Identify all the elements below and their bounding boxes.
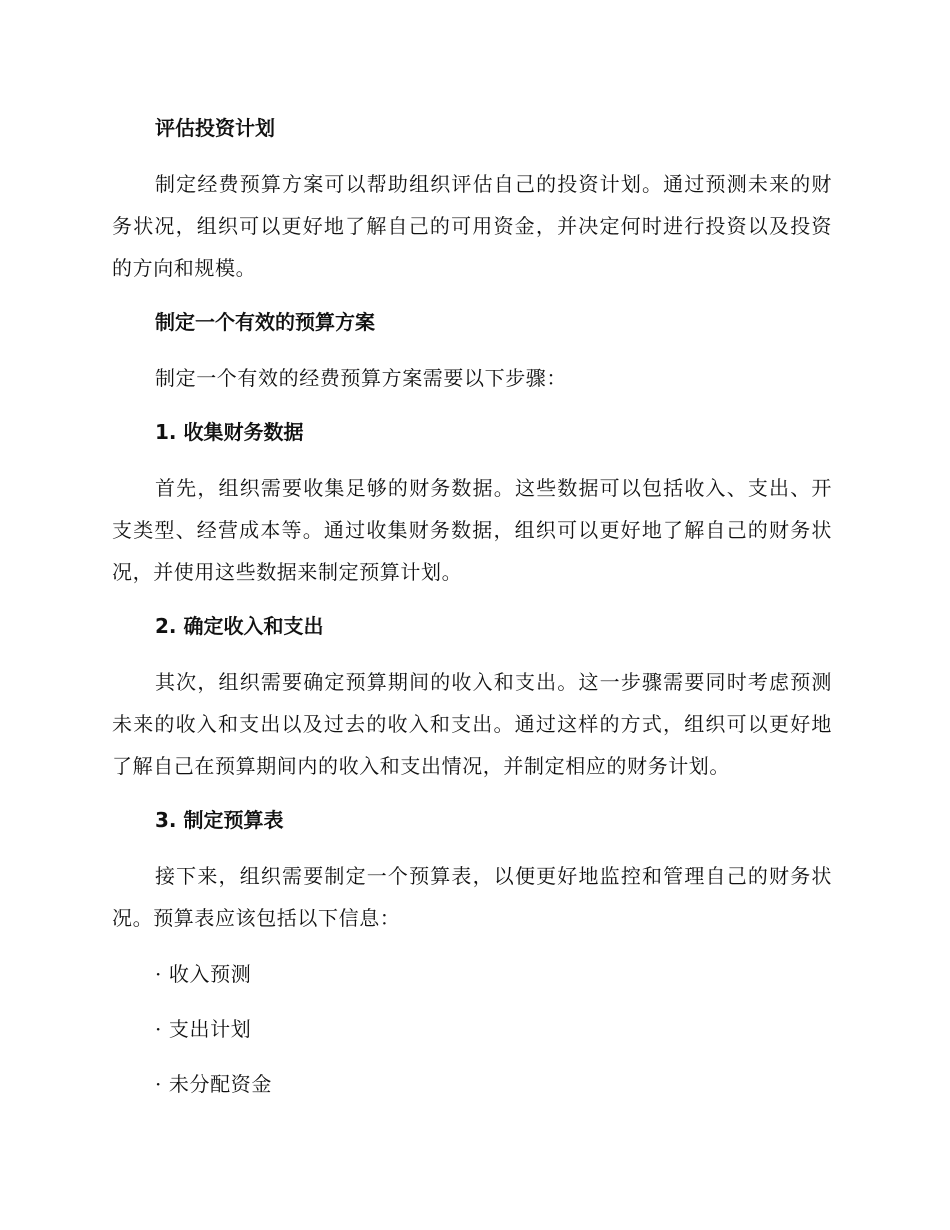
document-body: [112, 108, 832, 1104]
list-item-income-forecast: · 收入预测: [155, 962, 252, 986]
step-heading-budget-table: 3. 制定预算表: [155, 808, 284, 832]
paragraph-effective-budget-intro: 制定一个有效的经费预算方案需要以下步骤：: [155, 366, 567, 390]
paragraph-collect-data: 首先，组织需要收集足够的财务数据。这些数据可以包括收入、支出、开支类型、经营成本等。通过收集财务数据，组织可以更好地了解自己的财务状况，并使用这些数据来制定预算计划。: [112, 476, 832, 584]
section-heading-effective-budget: 制定一个有效的预算方案: [155, 310, 375, 334]
step-heading-income-expense: 2. 确定收入和支出: [155, 614, 324, 638]
list-item-unallocated-funds: · 未分配资金: [155, 1072, 272, 1096]
list-item-expense-plan: · 支出计划: [155, 1017, 252, 1041]
paragraph-evaluate-investment: 制定经费预算方案可以帮助组织评估自己的投资计划。通过预测未来的财务状况，组织可以更好地了解自己的可用资金，并决定何时进行投资以及投资的方向和规模。: [112, 172, 832, 280]
paragraph-income-expense: 其次，组织需要确定预算期间的收入和支出。这一步骤需要同时考虑预测未来的收入和支出以及过去的收入和支出。通过这样的方式，组织可以更好地了解自己在预算期间内的收入和支出情况，并制定相应的财务计划。: [112, 670, 832, 778]
step-heading-collect-data: 1. 收集财务数据: [155, 420, 304, 444]
section-heading-evaluate-investment: 评估投资计划: [155, 116, 275, 140]
paragraph-budget-table: 接下来，组织需要制定一个预算表，以便更好地监控和管理自己的财务状况。预算表应该包括以下信息：: [112, 864, 832, 930]
